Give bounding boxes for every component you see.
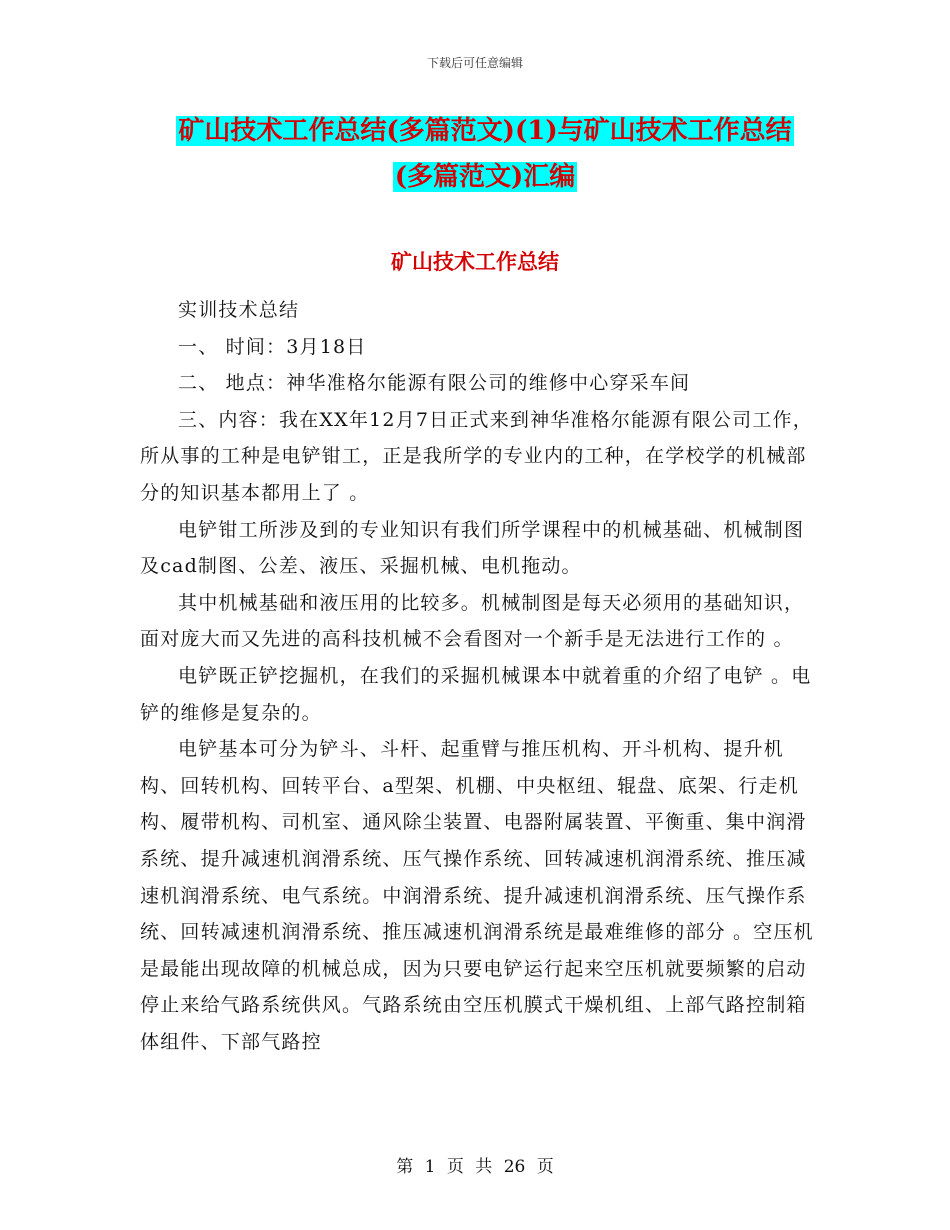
paragraph: 其中机械基础和液压用的比较多。机械制图是每天必须用的基础知识，面对庞大而又先进的高科技机械不会看图对一个新手是无法进行工作的 。 [140,591,805,651]
document-title [140,108,830,200]
paragraph: 电铲既正铲挖掘机，在我们的采掘机械课本中就着重的介绍了电铲 。电铲的维修是复杂的。 [140,664,812,724]
paragraph: 电铲基本可分为铲斗、斗杆、起重臂与推压机构、开斗机构、提升机构、回转机构、回转平台、a型架、机棚、中央枢纽、辊盘、底架、行走机构、履带机构、司机室、通风除尘装置、电器附属装置、平衡重、集中润滑系统、提升减速机润滑系统、压气操作系统、回转减速机润滑系统、推压减速机润滑系统、电气系统。中润滑系统、提升减速机润滑系统、压气操作系统、回转减速机润滑系统、推压减速机润滑系统是最难维修的部分 。空压机是最能出现故障的机械总成，因为只要电铲运行起来空压机就要频繁的启动停止来给气路系统供风。气路系统由空压机膜式干燥机组、上部气路控制箱体组件、下部气路控 [140,738,814,1053]
section-title: 矿山技术工作总结 [391,249,559,274]
document-title-line-1: 矿山技术工作总结(多篇范文)(1)与矿山技术工作总结 [178,116,792,146]
document-body [140,292,820,1060]
paragraph: 一、 时间：3月18日 [178,335,367,358]
page-number-footer: 第 1 页 共 26 页 [396,1157,554,1177]
paragraph: 电铲钳工所涉及到的专业知识有我们所学课程中的机械基础、机械制图及cad制图、公差、液压、采掘机械、电机拖动。 [140,518,805,578]
paragraph: 三、内容：我在XX年12月7日正式来到神华准格尔能源有限公司工作，所从事的工种是电铲钳工，正是我所学的专业内的工种，在学校学的机械部分的知识基本都用上了 。 [140,408,813,504]
paragraph: 二、 地点：神华准格尔能源有限公司的维修中心穿采车间 [178,372,691,395]
page-header-note: 下载后可任意编辑 [426,56,523,70]
paragraph: 实训技术总结 [178,299,300,321]
document-title-line-2: (多篇范文)汇编 [394,162,576,192]
